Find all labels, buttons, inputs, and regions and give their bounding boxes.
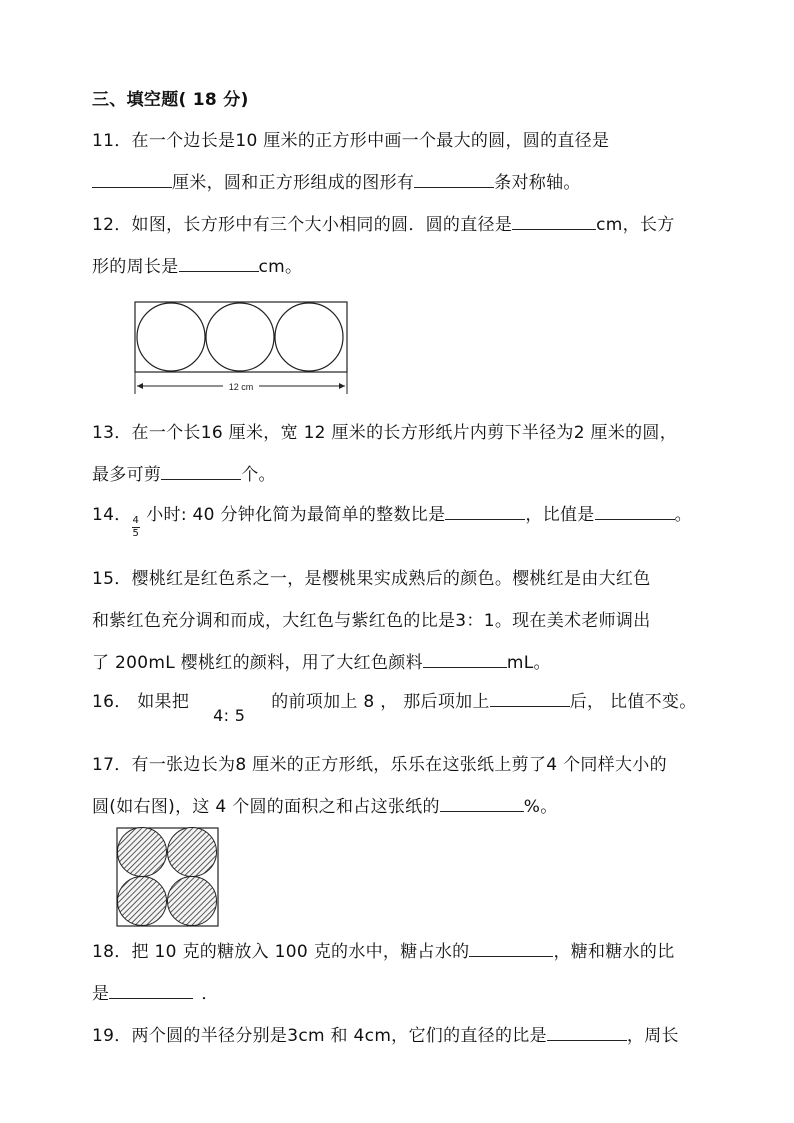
- q19-blank-diameter-ratio[interactable]: [547, 1023, 627, 1041]
- q12-rectangle: [135, 302, 347, 372]
- q12-circle-1: [137, 303, 205, 371]
- q14-blank-value[interactable]: [595, 502, 675, 520]
- q14-fraction-numerator: 4: [132, 514, 140, 526]
- q12-dim-arrow-right: [339, 383, 345, 389]
- section-title: 三、填空题( 18 分): [92, 90, 249, 110]
- q13-text-b: 个。: [241, 465, 276, 485]
- q14-text-b: ，比值是: [525, 505, 595, 525]
- q18-text-b: ，糖和糖水的比: [553, 942, 675, 962]
- q18-text-d: ．: [201, 984, 219, 1004]
- q14-fraction: [132, 515, 141, 540]
- q14-text-a: 小时: 40 分钟化简为最简单的整数比是: [146, 505, 446, 525]
- q13-text-a: 最多可剪: [92, 465, 162, 485]
- q19-text-a: 19．两个圆的半径分别是3cm 和 4cm，它们的直径的比是: [92, 1026, 547, 1046]
- q12-text-d: cm。: [258, 257, 303, 277]
- q17-circle-4: [168, 877, 217, 926]
- q11-text-a: 厘米，圆和正方形组成的图形有: [172, 173, 415, 193]
- q18-text-c: 是: [92, 984, 110, 1004]
- q19-line1: [92, 1021, 679, 1046]
- q17-line2: [92, 792, 558, 817]
- q17-blank-percent[interactable]: [440, 794, 524, 812]
- q12-circle-2: [206, 303, 274, 371]
- q15-line2: 和紫红色充分调和而成，大红色与紫红色的比是3：1。现在美术老师调出: [92, 611, 651, 631]
- q14-line: [92, 500, 692, 539]
- q16-text-a: 的前项加上 8 ， 那后项加上: [271, 692, 490, 712]
- q16-ratio: 4: 5: [213, 706, 246, 725]
- q11-blank-axes[interactable]: [414, 170, 494, 188]
- q12-line2: [92, 252, 302, 277]
- q11-line2: [92, 168, 581, 193]
- q17-line1: 17．有一张边长为8 厘米的正方形纸，乐乐在这张纸上剪了4 个同样大小的: [92, 755, 667, 775]
- q18-text-a: 18．把 10 克的糖放入 100 克的水中，糖占水的: [92, 942, 470, 962]
- q17-circle-2: [168, 828, 217, 877]
- q13-blank-count[interactable]: [161, 462, 241, 480]
- q16-text-b: 后， 比值不变。: [569, 692, 697, 712]
- q19-text-b: ，周长: [626, 1026, 679, 1046]
- q17-text-a: 圆(如右图)，这 4 个圆的面积之和占这张纸的: [92, 797, 440, 817]
- q16-prefix: 16． 如果把: [92, 692, 190, 712]
- q11-text-b: 条对称轴。: [494, 173, 581, 193]
- q12-text-c: 形的周长是: [92, 257, 179, 277]
- q11-blank-diameter[interactable]: [92, 170, 172, 188]
- q12-dim-arrow-left: [137, 383, 143, 389]
- q13-line2: [92, 460, 276, 485]
- q14-prefix: 14．: [92, 505, 132, 525]
- q12-line1: [92, 210, 675, 235]
- q17-text-b: %。: [523, 797, 558, 817]
- q17-square-four-circles-figure: [115, 826, 221, 928]
- q16-blank-term[interactable]: [490, 689, 570, 707]
- q11-line1: 11．在一个边长是10 厘米的正方形中画一个最大的圆，圆的直径是: [92, 131, 610, 151]
- q14-fraction-denominator: 5: [132, 527, 140, 539]
- q17-circle-1: [118, 828, 167, 877]
- q14-blank-ratio[interactable]: [445, 502, 525, 520]
- q14-text-c: 。: [674, 505, 692, 525]
- q15-blank-amount[interactable]: [423, 650, 507, 668]
- q15-text-b: mL。: [506, 653, 551, 673]
- q15-text-a: 了 200mL 樱桃红的颜料，用了大红色颜料: [92, 653, 423, 673]
- q12-text-a: 12．如图，长方形中有三个大小相同的圆．圆的直径是: [92, 215, 513, 235]
- q15-line1: 15．樱桃红是红色系之一，是樱桃果实成熟后的颜色。樱桃红是由大红色: [92, 569, 651, 589]
- q18-blank-sugar-water[interactable]: [469, 939, 553, 957]
- q16-line: [92, 687, 697, 725]
- q18-line2: [92, 979, 219, 1004]
- q18-line1: [92, 937, 675, 962]
- q12-rectangle-three-circles-figure: [133, 300, 349, 396]
- q12-blank-perimeter[interactable]: [179, 254, 259, 272]
- q12-dim-label: 12 cm: [228, 382, 254, 392]
- q18-blank-ratio[interactable]: [109, 981, 193, 999]
- q17-circle-3: [118, 877, 167, 926]
- q15-line3: [92, 648, 551, 673]
- q12-circle-3: [275, 303, 343, 371]
- q12-text-b: cm，长方: [596, 215, 675, 235]
- q12-blank-diameter[interactable]: [512, 212, 596, 230]
- q13-line1: 13．在一个长16 厘米，宽 12 厘米的长方形纸片内剪下半径为2 厘米的圆，: [92, 423, 678, 443]
